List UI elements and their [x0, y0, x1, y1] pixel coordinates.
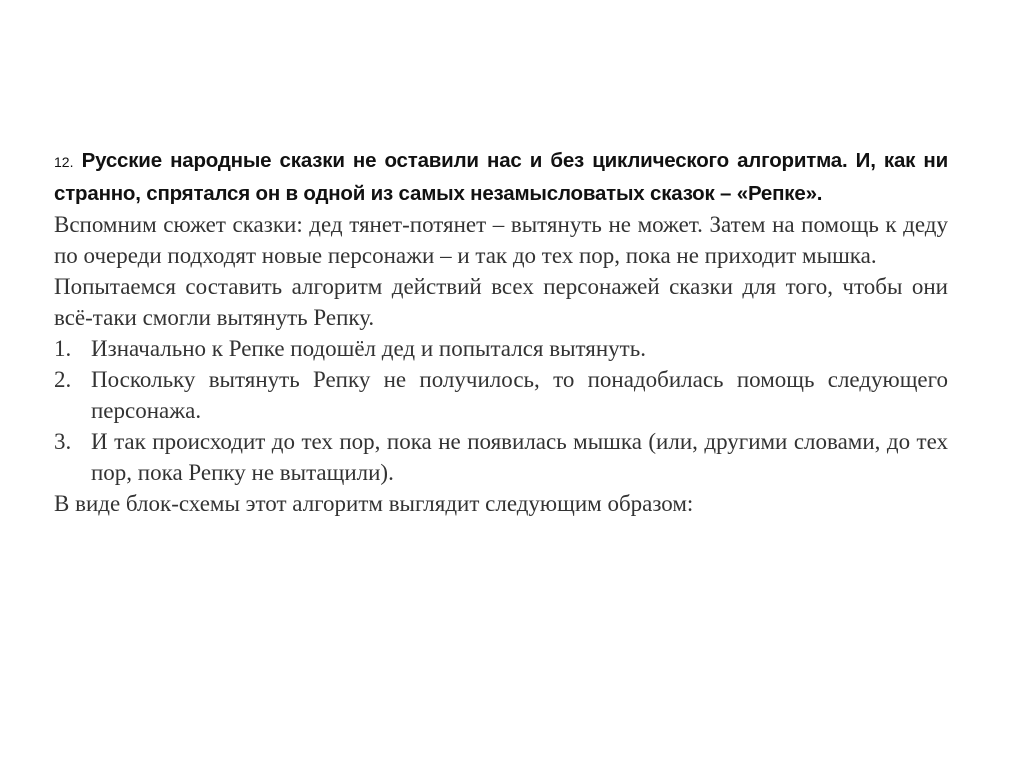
list-item — [54, 426, 948, 488]
slide-content — [54, 145, 948, 519]
list-marker: 1. — [54, 336, 72, 361]
heading-text: Русские народные сказки не оставили нас и без циклического алгоритма. И, как ни странно, спрятался он в одной из самых незамысловатых сказок – «Репке». — [54, 149, 948, 205]
list-item — [54, 333, 948, 364]
list-marker: 2. — [54, 367, 72, 392]
heading-number: 12. — [54, 154, 74, 170]
list-item-text: И так происходит до тех пор, пока не появилась мышка (или, другими словами, до тех пор, пока Репку не вытащили). — [91, 429, 948, 485]
list-marker: 3. — [54, 429, 72, 454]
list-item-text: Изначально к Репке подошёл дед и попытался вытянуть. — [91, 336, 646, 361]
steps-list — [54, 333, 948, 488]
paragraph-plot: Вспомним сюжет сказки: дед тянет-потянет – вытянуть не может. Затем на помощь к деду по очереди подходят новые персонажи – и так до тех пор, пока не приходит мышка. — [54, 212, 948, 268]
list-item — [54, 364, 948, 426]
paragraph-goal: Попытаемся составить алгоритм действий всех персонажей сказки для того, чтобы они всё-таки смогли вытянуть Репку. — [54, 274, 948, 330]
slide-heading — [54, 145, 948, 209]
paragraph-flowchart-intro: В виде блок-схемы этот алгоритм выглядит следующим образом: — [54, 491, 694, 516]
list-item-text: Поскольку вытянуть Репку не получилось, то понадобилась помощь следующего персонажа. — [91, 367, 948, 423]
